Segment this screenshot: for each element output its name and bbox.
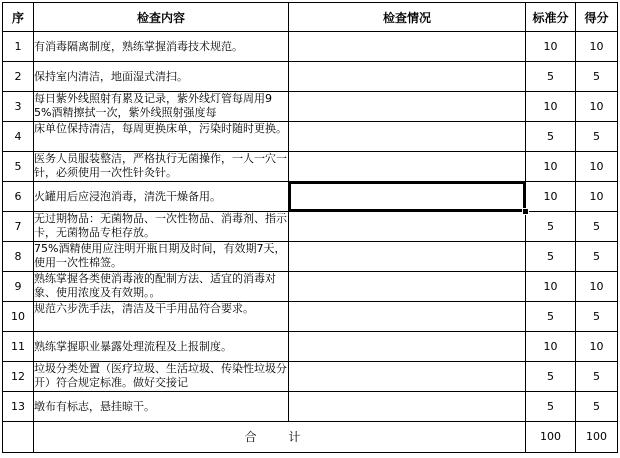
content-cell[interactable]: 火罐用后应浸泡消毒，清洗干燥备用。 xyxy=(34,182,289,212)
header-row xyxy=(3,3,618,32)
status-cell[interactable] xyxy=(289,92,526,122)
content-cell[interactable]: 每日紫外线照射有累及记录，紫外线灯管每周用95%酒精擦拭一次，紫外线照射强度每 xyxy=(34,92,289,122)
status-cell[interactable] xyxy=(289,362,526,392)
content-cell[interactable]: 垃圾分类处置（医疗垃圾、生活垃圾、传染性垃圾分开）符合规定标准。做好交接记 xyxy=(34,362,289,392)
status-cell[interactable] xyxy=(289,332,526,362)
seq-cell[interactable]: 7 xyxy=(3,212,34,242)
content-cell[interactable]: 无过期物品：无菌物品、一次性物品、消毒剂、指示卡，无菌物品专柜存放。 xyxy=(34,212,289,242)
score-cell[interactable]: 5 xyxy=(576,302,618,332)
standard-cell[interactable]: 5 xyxy=(526,302,576,332)
score-cell[interactable]: 5 xyxy=(576,362,618,392)
total-score-cell[interactable]: 100 xyxy=(576,422,618,453)
content-cell[interactable]: 墩布有标志，悬挂晾干。 xyxy=(34,392,289,422)
content-cell[interactable]: 保持室内清洁，地面湿式清扫。 xyxy=(34,62,289,92)
status-cell[interactable] xyxy=(289,302,526,332)
total-row xyxy=(3,422,618,453)
seq-cell[interactable]: 2 xyxy=(3,62,34,92)
status-cell[interactable] xyxy=(289,32,526,62)
standard-cell[interactable]: 10 xyxy=(526,332,576,362)
content-cell[interactable]: 熟练掌握各类使消毒液的配制方法、适宜的消毒对象、使用浓度及有效期。。 xyxy=(34,272,289,302)
inspection-table xyxy=(2,2,618,453)
table-row xyxy=(3,92,618,122)
table-row xyxy=(3,182,618,212)
score-cell[interactable]: 5 xyxy=(576,212,618,242)
standard-cell[interactable]: 10 xyxy=(526,272,576,302)
score-cell[interactable]: 10 xyxy=(576,272,618,302)
status-cell[interactable] xyxy=(289,212,526,242)
seq-cell[interactable]: 6 xyxy=(3,182,34,212)
content-cell[interactable]: 75%酒精使用应注明开瓶日期及时间，有效期7天，使用一次性棉签。 xyxy=(34,242,289,272)
score-cell[interactable]: 10 xyxy=(576,32,618,62)
score-cell[interactable]: 5 xyxy=(576,392,618,422)
table-row xyxy=(3,152,618,182)
table-row xyxy=(3,272,618,302)
standard-cell[interactable]: 5 xyxy=(526,212,576,242)
standard-cell[interactable]: 5 xyxy=(526,392,576,422)
table-row xyxy=(3,32,618,62)
score-cell[interactable]: 10 xyxy=(576,92,618,122)
seq-cell[interactable]: 10 xyxy=(3,302,34,332)
total-seq-cell[interactable] xyxy=(3,422,34,453)
fill-handle[interactable] xyxy=(522,208,529,215)
seq-cell[interactable]: 11 xyxy=(3,332,34,362)
score-cell[interactable]: 10 xyxy=(576,182,618,212)
header-seq[interactable]: 序 xyxy=(3,3,34,32)
seq-cell[interactable]: 3 xyxy=(3,92,34,122)
status-cell[interactable] xyxy=(289,272,526,302)
status-cell[interactable] xyxy=(289,122,526,152)
seq-cell[interactable]: 4 xyxy=(3,122,34,152)
seq-cell[interactable]: 12 xyxy=(3,362,34,392)
seq-cell[interactable]: 5 xyxy=(3,152,34,182)
content-cell[interactable]: 床单位保持清洁，每周更换床单，污染时随时更换。 xyxy=(34,122,289,152)
standard-cell[interactable]: 5 xyxy=(526,62,576,92)
standard-cell[interactable]: 10 xyxy=(526,152,576,182)
status-cell[interactable] xyxy=(289,152,526,182)
standard-cell[interactable]: 10 xyxy=(526,32,576,62)
table-row xyxy=(3,62,618,92)
table-row xyxy=(3,362,618,392)
standard-cell[interactable]: 5 xyxy=(526,122,576,152)
seq-cell[interactable]: 13 xyxy=(3,392,34,422)
score-cell[interactable]: 10 xyxy=(576,332,618,362)
standard-cell[interactable]: 5 xyxy=(526,242,576,272)
table-row xyxy=(3,302,618,332)
content-cell[interactable]: 医务人员服装整洁，严格执行无菌操作，一人一穴一针，必须使用一次性针灸针。 xyxy=(34,152,289,182)
seq-cell[interactable]: 1 xyxy=(3,32,34,62)
header-content[interactable]: 检查内容 xyxy=(34,3,289,32)
status-cell[interactable] xyxy=(289,62,526,92)
header-status[interactable]: 检查情况 xyxy=(289,3,526,32)
table-row xyxy=(3,212,618,242)
seq-cell[interactable]: 9 xyxy=(3,272,34,302)
standard-cell[interactable]: 10 xyxy=(526,182,576,212)
total-standard-cell[interactable]: 100 xyxy=(526,422,576,453)
score-cell[interactable]: 5 xyxy=(576,242,618,272)
seq-cell[interactable]: 8 xyxy=(3,242,34,272)
score-cell[interactable]: 5 xyxy=(576,122,618,152)
standard-cell[interactable]: 10 xyxy=(526,92,576,122)
content-cell[interactable]: 有消毒隔离制度，熟练掌握消毒技术规范。 xyxy=(34,32,289,62)
status-cell-selected[interactable] xyxy=(289,182,526,212)
table-row xyxy=(3,242,618,272)
table-row xyxy=(3,122,618,152)
standard-cell[interactable]: 5 xyxy=(526,362,576,392)
table-row xyxy=(3,332,618,362)
content-cell[interactable]: 熟练掌握职业暴露处理流程及上报制度。 xyxy=(34,332,289,362)
header-score[interactable]: 得分 xyxy=(576,3,618,32)
header-standard[interactable]: 标准分 xyxy=(526,3,576,32)
status-cell[interactable] xyxy=(289,242,526,272)
status-cell[interactable] xyxy=(289,392,526,422)
score-cell[interactable]: 5 xyxy=(576,62,618,92)
content-cell[interactable]: 规范六步洗手法，清洁及干手用品符合要求。 xyxy=(34,302,289,332)
table-row xyxy=(3,392,618,422)
total-label[interactable]: 合 计 xyxy=(34,422,526,453)
score-cell[interactable]: 10 xyxy=(576,152,618,182)
